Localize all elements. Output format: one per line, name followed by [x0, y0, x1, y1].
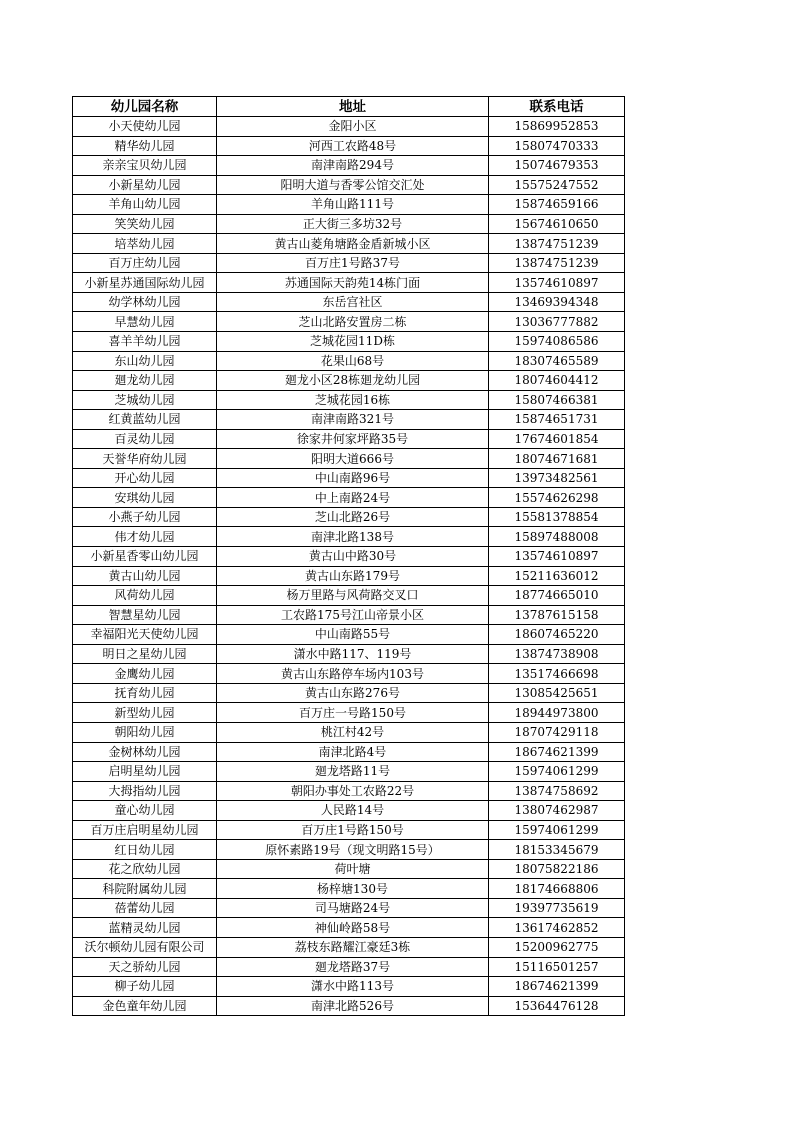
kindergarten-name-cell: 喜羊羊幼儿园 [73, 332, 217, 352]
phone-cell: 13469394348 [489, 292, 625, 312]
address-cell: 南津南路294号 [217, 156, 489, 176]
phone-cell: 18074671681 [489, 449, 625, 469]
phone-cell: 15874651731 [489, 410, 625, 430]
phone-cell: 15074679353 [489, 156, 625, 176]
phone-cell: 18674621399 [489, 977, 625, 997]
phone-cell: 15974061299 [489, 762, 625, 782]
phone-cell: 13617462852 [489, 918, 625, 938]
phone-cell: 15807466381 [489, 390, 625, 410]
phone-cell: 13517466698 [489, 664, 625, 684]
kindergarten-name-cell: 大拇指幼儿园 [73, 781, 217, 801]
table-row [73, 879, 625, 899]
address-cell: 司马塘路24号 [217, 898, 489, 918]
phone-cell: 13787615158 [489, 605, 625, 625]
table-row [73, 214, 625, 234]
phone-cell: 15574626298 [489, 488, 625, 508]
phone-cell: 13036777882 [489, 312, 625, 332]
address-cell: 东岳宫社区 [217, 292, 489, 312]
kindergarten-name-cell: 小天使幼儿园 [73, 117, 217, 137]
phone-cell: 13874751239 [489, 253, 625, 273]
phone-cell: 15807470333 [489, 136, 625, 156]
phone-cell: 13574610897 [489, 547, 625, 567]
table-row [73, 898, 625, 918]
kindergarten-name-cell: 伟才幼儿园 [73, 527, 217, 547]
phone-cell: 15116501257 [489, 957, 625, 977]
kindergarten-name-cell: 蓓蕾幼儿园 [73, 898, 217, 918]
phone-cell: 18153345679 [489, 840, 625, 860]
table-row [73, 566, 625, 586]
kindergarten-name-cell: 金色童年幼儿园 [73, 996, 217, 1016]
kindergarten-name-cell: 培萃幼儿园 [73, 234, 217, 254]
kindergarten-name-cell: 金树林幼儿园 [73, 742, 217, 762]
kindergarten-name-cell: 抚育幼儿园 [73, 683, 217, 703]
table-row [73, 977, 625, 997]
table-row [73, 937, 625, 957]
table-row [73, 801, 625, 821]
phone-cell: 19397735619 [489, 898, 625, 918]
phone-cell: 13973482561 [489, 468, 625, 488]
kindergarten-name-cell: 柳子幼儿园 [73, 977, 217, 997]
address-cell: 中山南路96号 [217, 468, 489, 488]
kindergarten-name-cell: 红日幼儿园 [73, 840, 217, 860]
kindergarten-name-cell: 笑笑幼儿园 [73, 214, 217, 234]
header-phone: 联系电话 [489, 97, 625, 117]
address-cell: 杨梓塘130号 [217, 879, 489, 899]
table-row [73, 156, 625, 176]
phone-cell: 13085425651 [489, 683, 625, 703]
table-row [73, 683, 625, 703]
phone-cell: 15974061299 [489, 820, 625, 840]
address-cell: 朝阳办事处工农路22号 [217, 781, 489, 801]
table-row [73, 722, 625, 742]
table-row [73, 625, 625, 645]
phone-cell: 15581378854 [489, 507, 625, 527]
table-row [73, 351, 625, 371]
address-cell: 桃江村42号 [217, 722, 489, 742]
address-cell: 芝山北路安置房二栋 [217, 312, 489, 332]
address-cell: 花果山68号 [217, 351, 489, 371]
phone-cell: 15874659166 [489, 195, 625, 215]
phone-cell: 18307465589 [489, 351, 625, 371]
kindergarten-name-cell: 小新星苏通国际幼儿园 [73, 273, 217, 293]
phone-cell: 18944973800 [489, 703, 625, 723]
kindergarten-name-cell: 朝阳幼儿园 [73, 722, 217, 742]
address-cell: 荔枝东路耀江豪廷3栋 [217, 937, 489, 957]
kindergarten-name-cell: 亲亲宝贝幼儿园 [73, 156, 217, 176]
kindergarten-name-cell: 天之骄幼儿园 [73, 957, 217, 977]
table-row [73, 390, 625, 410]
address-cell: 杨万里路与风荷路交叉口 [217, 586, 489, 606]
phone-cell: 13874751239 [489, 234, 625, 254]
table-row [73, 996, 625, 1016]
table-row [73, 820, 625, 840]
address-cell: 苏通国际天韵苑14栋门面 [217, 273, 489, 293]
kindergarten-name-cell: 童心幼儿园 [73, 801, 217, 821]
address-cell: 金阳小区 [217, 117, 489, 137]
table-row [73, 957, 625, 977]
table-row [73, 410, 625, 430]
address-cell: 阳明大道666号 [217, 449, 489, 469]
table-row [73, 136, 625, 156]
table-row [73, 292, 625, 312]
address-cell: 芝城花园16栋 [217, 390, 489, 410]
kindergarten-name-cell: 新型幼儿园 [73, 703, 217, 723]
kindergarten-name-cell: 风荷幼儿园 [73, 586, 217, 606]
address-cell: 正大街三多坊32号 [217, 214, 489, 234]
phone-cell: 15200962775 [489, 937, 625, 957]
address-cell: 南津北路4号 [217, 742, 489, 762]
phone-cell: 15211636012 [489, 566, 625, 586]
kindergarten-name-cell: 幸福阳光天使幼儿园 [73, 625, 217, 645]
table-row [73, 664, 625, 684]
table-row [73, 605, 625, 625]
address-cell: 百万庄一号路150号 [217, 703, 489, 723]
kindergarten-name-cell: 开心幼儿园 [73, 468, 217, 488]
kindergarten-name-cell: 黄古山幼儿园 [73, 566, 217, 586]
phone-cell: 18174668806 [489, 879, 625, 899]
phone-cell: 13574610897 [489, 273, 625, 293]
address-cell: 阳明大道与香零公馆交汇处 [217, 175, 489, 195]
header-name: 幼儿园名称 [73, 97, 217, 117]
table-row [73, 312, 625, 332]
table-row [73, 507, 625, 527]
kindergarten-name-cell: 花之欣幼儿园 [73, 859, 217, 879]
address-cell: 南津北路526号 [217, 996, 489, 1016]
kindergarten-name-cell: 智慧星幼儿园 [73, 605, 217, 625]
kindergarten-name-cell: 天誉华府幼儿园 [73, 449, 217, 469]
phone-cell: 18707429118 [489, 722, 625, 742]
phone-cell: 18075822186 [489, 859, 625, 879]
table-row [73, 586, 625, 606]
phone-cell: 13874738908 [489, 644, 625, 664]
address-cell: 徐家井何家坪路35号 [217, 429, 489, 449]
kindergarten-name-cell: 百万庄幼儿园 [73, 253, 217, 273]
kindergarten-name-cell: 小燕子幼儿园 [73, 507, 217, 527]
table-row [73, 918, 625, 938]
phone-cell: 15974086586 [489, 332, 625, 352]
address-cell: 中上南路24号 [217, 488, 489, 508]
address-cell: 芝城花园11D栋 [217, 332, 489, 352]
table-row [73, 175, 625, 195]
address-cell: 荷叶塘 [217, 859, 489, 879]
table-row [73, 429, 625, 449]
table-row [73, 644, 625, 664]
phone-cell: 13807462987 [489, 801, 625, 821]
table-row [73, 742, 625, 762]
table-row [73, 195, 625, 215]
kindergarten-name-cell: 红黄蓝幼儿园 [73, 410, 217, 430]
table-row [73, 449, 625, 469]
kindergarten-table [72, 96, 625, 1016]
phone-cell: 18607465220 [489, 625, 625, 645]
kindergarten-name-cell: 东山幼儿园 [73, 351, 217, 371]
address-cell: 人民路14号 [217, 801, 489, 821]
table-row [73, 332, 625, 352]
kindergarten-name-cell: 安琪幼儿园 [73, 488, 217, 508]
kindergarten-name-cell: 金鹰幼儿园 [73, 664, 217, 684]
phone-cell: 15575247552 [489, 175, 625, 195]
table-row [73, 253, 625, 273]
address-cell: 黄古山菱角塘路金盾新城小区 [217, 234, 489, 254]
table-row [73, 703, 625, 723]
kindergarten-name-cell: 百万庄启明星幼儿园 [73, 820, 217, 840]
phone-cell: 15897488008 [489, 527, 625, 547]
table-row [73, 117, 625, 137]
kindergarten-name-cell: 精华幼儿园 [73, 136, 217, 156]
table-row [73, 488, 625, 508]
address-cell: 南津北路138号 [217, 527, 489, 547]
phone-cell: 18774665010 [489, 586, 625, 606]
address-cell: 南津南路321号 [217, 410, 489, 430]
table-row [73, 781, 625, 801]
address-cell: 百万庄1号路150号 [217, 820, 489, 840]
kindergarten-name-cell: 沃尔顿幼儿园有限公司 [73, 937, 217, 957]
address-cell: 工农路175号江山帝景小区 [217, 605, 489, 625]
phone-cell: 15869952853 [489, 117, 625, 137]
table-row [73, 468, 625, 488]
address-cell: 廻龙小区28栋廻龙幼儿园 [217, 371, 489, 391]
phone-cell: 18074604412 [489, 371, 625, 391]
kindergarten-name-cell: 启明星幼儿园 [73, 762, 217, 782]
table-row [73, 840, 625, 860]
kindergarten-name-cell: 小新星幼儿园 [73, 175, 217, 195]
header-address: 地址 [217, 97, 489, 117]
address-cell: 中山南路55号 [217, 625, 489, 645]
table-row [73, 547, 625, 567]
kindergarten-name-cell: 科院附属幼儿园 [73, 879, 217, 899]
kindergarten-name-cell: 幼学林幼儿园 [73, 292, 217, 312]
table-row [73, 762, 625, 782]
kindergarten-name-cell: 羊角山幼儿园 [73, 195, 217, 215]
kindergarten-name-cell: 明日之星幼儿园 [73, 644, 217, 664]
phone-cell: 13874758692 [489, 781, 625, 801]
table-row [73, 527, 625, 547]
address-cell: 黄古山东路276号 [217, 683, 489, 703]
address-cell: 黄古山中路30号 [217, 547, 489, 567]
address-cell: 潇水中路117、119号 [217, 644, 489, 664]
table-row [73, 859, 625, 879]
phone-cell: 15364476128 [489, 996, 625, 1016]
address-cell: 神仙岭路58号 [217, 918, 489, 938]
header-row [73, 97, 625, 117]
address-cell: 羊角山路111号 [217, 195, 489, 215]
kindergarten-name-cell: 廻龙幼儿园 [73, 371, 217, 391]
kindergarten-name-cell: 小新星香零山幼儿园 [73, 547, 217, 567]
kindergarten-name-cell: 早慧幼儿园 [73, 312, 217, 332]
address-cell: 黄古山东路停车场内103号 [217, 664, 489, 684]
table-body [73, 117, 625, 1016]
kindergarten-name-cell: 百灵幼儿园 [73, 429, 217, 449]
address-cell: 潇水中路113号 [217, 977, 489, 997]
address-cell: 芝山北路26号 [217, 507, 489, 527]
kindergarten-name-cell: 蓝精灵幼儿园 [73, 918, 217, 938]
kindergarten-name-cell: 芝城幼儿园 [73, 390, 217, 410]
address-cell: 河西工农路48号 [217, 136, 489, 156]
phone-cell: 17674601854 [489, 429, 625, 449]
table-row [73, 371, 625, 391]
address-cell: 原怀素路19号（现文明路15号） [217, 840, 489, 860]
address-cell: 廻龙塔路37号 [217, 957, 489, 977]
address-cell: 黄古山东路179号 [217, 566, 489, 586]
phone-cell: 18674621399 [489, 742, 625, 762]
phone-cell: 15674610650 [489, 214, 625, 234]
table-row [73, 273, 625, 293]
address-cell: 廻龙塔路11号 [217, 762, 489, 782]
table-row [73, 234, 625, 254]
address-cell: 百万庄1号路37号 [217, 253, 489, 273]
